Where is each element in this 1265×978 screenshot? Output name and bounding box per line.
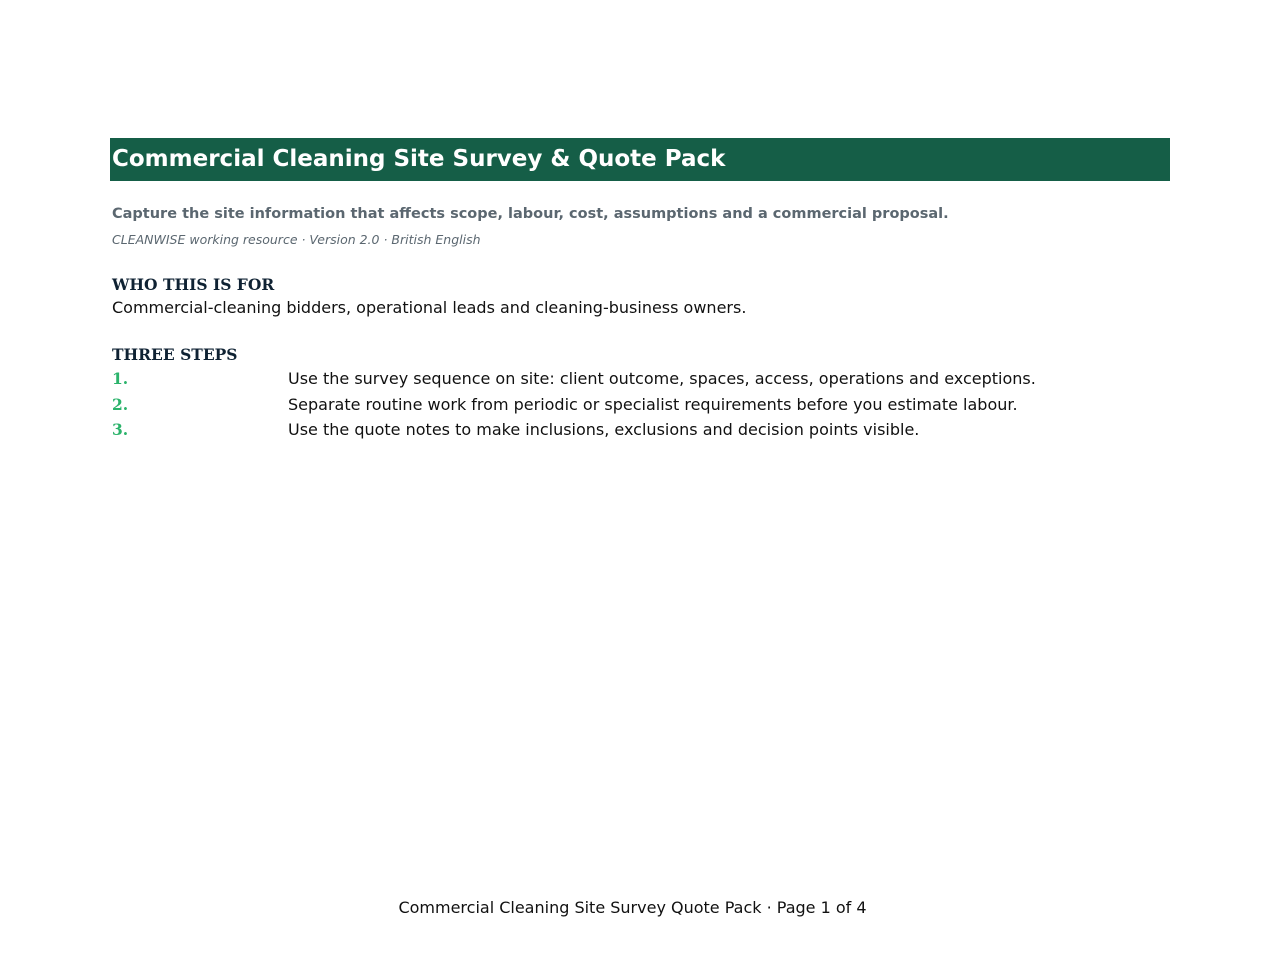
step-item (112, 368, 1152, 394)
document-title: Commercial Cleaning Site Survey & Quote Pack (112, 146, 726, 172)
document-subtitle: Capture the site information that affects scope, labour, cost, assumptions and a commercial proposal. (112, 206, 949, 222)
document-meta: CLEANWISE working resource · Version 2.0 · British English (112, 232, 481, 247)
step-number: 1. (112, 369, 129, 388)
step-text: Use the survey sequence on site: client outcome, spaces, access, operations and exceptions. (288, 369, 1036, 388)
step-item (112, 394, 1152, 420)
step-item (112, 419, 1152, 445)
title-bar (110, 138, 1170, 181)
who-heading: WHO THIS IS FOR (112, 275, 275, 294)
step-text: Use the quote notes to make inclusions, exclusions and decision points visible. (288, 420, 920, 439)
steps-list (112, 368, 1152, 445)
step-text: Separate routine work from periodic or specialist requirements before you estimate labour. (288, 394, 1018, 414)
step-number: 3. (112, 420, 129, 439)
page-footer: Commercial Cleaning Site Survey Quote Pack · Page 1 of 4 (398, 898, 867, 917)
who-text: Commercial-cleaning bidders, operational leads and cleaning-business owners. (112, 298, 747, 317)
step-number: 2. (112, 394, 129, 414)
steps-heading: THREE STEPS (112, 345, 238, 364)
